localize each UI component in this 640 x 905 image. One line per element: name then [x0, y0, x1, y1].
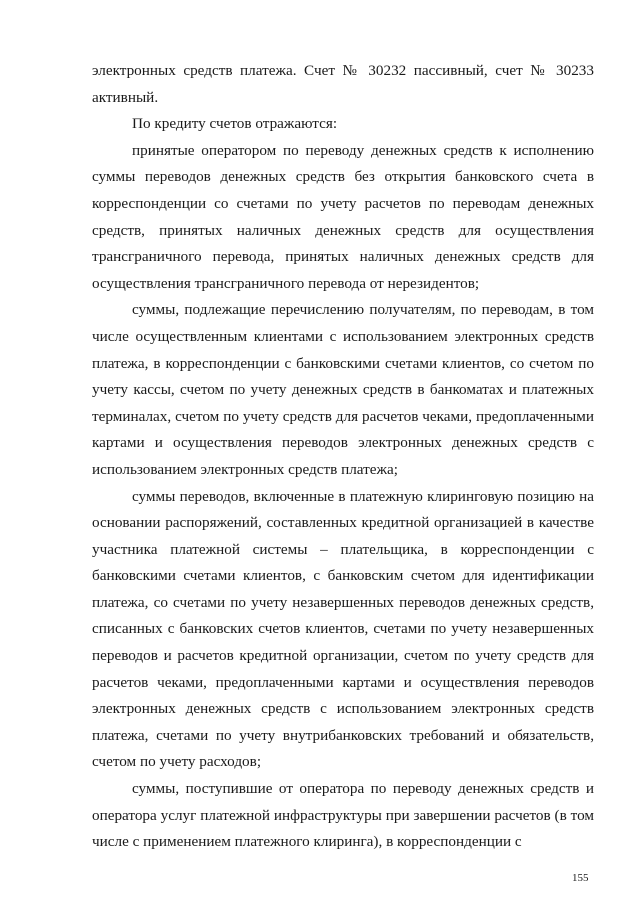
paragraph-amounts-to-recipients: суммы, подлежащие перечислению получателям, по переводам, в том числе осуществленным клиентами с использованием электронных средств платежа, в корреспонденции с банковскими счетами клиентов, со счетом по учету кассы, счетом по учету денежных средств в банкоматах и платежных терминалах, счетом по учету средств для расчетов чеками, предоплаченными картами и осуществления переводов электронных денежных средств с использованием электронных средств платежа; [92, 301, 594, 478]
body-text [92, 58, 594, 856]
paragraph-continuation: электронных средств платежа. Счет № 30232 пассивный, счет № 30233 активный. [92, 62, 594, 106]
paragraph-received-from-operator: суммы, поступившие от оператора по переводу денежных средств и оператора услуг платежной инфраструктуры при завершении расчетов (в том числе с применением платежного клиринга), в корреспонденции с [92, 780, 594, 851]
paragraph-clearing-position: суммы переводов, включенные в платежную клиринговую позицию на основании распоряжений, составленных кредитной организацией в качестве участника платежной системы – плательщика, в корреспонденции с банковскими счетами клиентов, с банковским счетом для идентификации платежа, со счетами по учету незавершенных переводов денежных средств, списанных с банковских счетов клиентов, счетами по учету незавершенных переводов и расчетов кредитной организации, счетом по учету средств для расчетов чеками, предоплаченными картами и осуществления переводов электронных денежных средств с использованием электронных средств платежа, счетами по учету внутрибанковских требований и обязательств, счетом по учету расходов; [92, 487, 594, 771]
paragraph-credit-heading: По кредиту счетов отражаются: [132, 115, 338, 133]
page-number: 155 [572, 872, 589, 884]
paragraph-accepted-transfers: принятые оператором по переводу денежных средств к исполнению суммы переводов денежных средств без открытия банковского счета в корреспонденции со счетами по учету расчетов по переводам денежных средств, принятых наличных денежных средств для осуществления трансграничного перевода, принятых наличных денежных средств для осуществления трансграничного перевода от нерезидентов; [92, 141, 594, 292]
